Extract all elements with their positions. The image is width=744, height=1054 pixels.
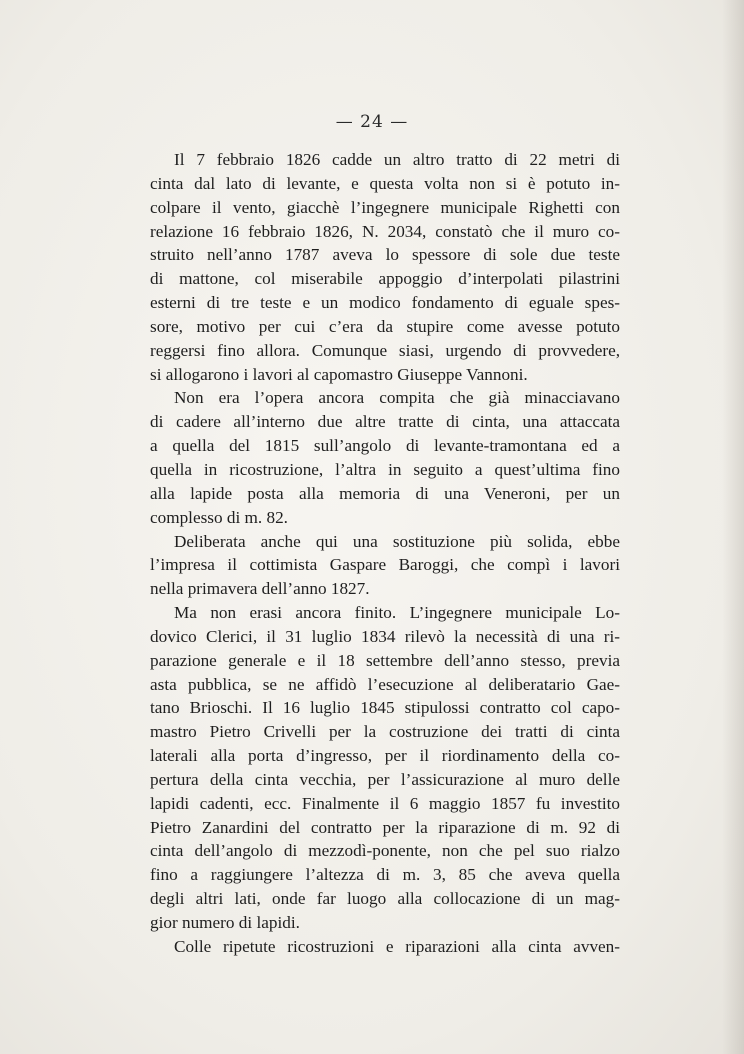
text-line: esterni di tre teste e un modico fondamento di eguale spes-	[150, 293, 620, 313]
text-line: degli altri lati, onde far luogo alla collocazione di un mag-	[150, 889, 620, 909]
text-line: di mattone, col miserabile appoggio d’interpolati pilastrini	[150, 269, 620, 289]
text-line: laterali alla porta d’ingresso, per il riordinamento della co-	[150, 746, 620, 766]
text-line: dovico Clerici, il 31 luglio 1834 rilevò la necessità di una ri-	[150, 626, 620, 646]
text-line: cinta dal lato di levante, e questa volta non si è potuto in-	[150, 173, 620, 193]
text-line: di cadere all’interno due altre tratte di cinta, una attaccata	[150, 412, 620, 432]
body-text	[150, 148, 620, 959]
page-number: — 24 —	[335, 112, 409, 132]
paragraph-2	[150, 386, 620, 529]
text-line: si allogarono i lavori al capomastro Giuseppe Vannoni.	[150, 364, 528, 384]
text-line: Deliberata anche qui una sostituzione più solida, ebbe	[174, 531, 620, 551]
paragraph-5	[150, 935, 620, 959]
text-line: colpare il vento, giacchè l’ingegnere municipale Righetti con	[150, 197, 620, 217]
text-line: gior numero di lapidi.	[150, 913, 300, 932]
text-line: relazione 16 febbraio 1826, N. 2034, constatò che il muro co-	[150, 221, 620, 241]
text-line: parazione generale e il 18 settembre dell’anno stesso, previa	[150, 650, 620, 670]
text-line: cinta dell’angolo di mezzodì-ponente, non che pel suo rialzo	[150, 841, 620, 861]
text-line: quella in ricostruzione, l’altra in seguito a quest’ultima fino	[150, 459, 620, 479]
text-line: alla lapide posta alla memoria di una Veneroni, per un	[150, 483, 620, 503]
text-line: a quella del 1815 sull’angolo di levante-tramontana ed a	[150, 436, 620, 456]
paragraph-4	[150, 601, 620, 935]
text-line: tano Brioschi. Il 16 luglio 1845 stipulossi contratto col capo-	[150, 698, 620, 718]
text-line: Colle ripetute ricostruzioni e riparazioni alla cinta avven-	[174, 936, 620, 956]
text-line: lapidi cadenti, ecc. Finalmente il 6 maggio 1857 fu investito	[150, 793, 620, 813]
text-line: Ma non erasi ancora finito. L’ingegnere municipale Lo-	[174, 603, 620, 623]
text-line: mastro Pietro Crivelli per la costruzione dei tratti di cinta	[150, 722, 620, 742]
text-line: Il 7 febbraio 1826 cadde un altro tratto di 22 metri di	[174, 150, 620, 169]
text-line: asta pubblica, se ne affidò l’esecuzione al deliberatario Gae-	[150, 674, 620, 694]
text-line: Pietro Zanardini del contratto per la riparazione di m. 92 di	[150, 817, 620, 837]
paragraph-3	[150, 530, 620, 602]
text-line: nella primavera dell’anno 1827.	[150, 579, 370, 599]
text-line: struito nell’anno 1787 aveva lo spessore di sole due teste	[150, 245, 620, 265]
text-line: Non era l’opera ancora compita che già minacciavano	[174, 388, 620, 408]
text-line: l’impresa il cottimista Gaspare Baroggi, che compì i lavori	[150, 555, 620, 575]
text-line: complesso di m. 82.	[150, 507, 288, 527]
text-line: fino a raggiungere l’altezza di m. 3, 85 che aveva quella	[150, 865, 620, 885]
text-line: pertura della cinta vecchia, per l’assicurazione al muro delle	[150, 769, 620, 789]
paragraph-1	[150, 148, 620, 386]
text-line: reggersi fino allora. Comunque siasi, urgendo di provvedere,	[150, 340, 620, 360]
page-edge-shadow	[722, 0, 744, 1054]
text-line: sore, motivo per cui c’era da stupire come avesse potuto	[150, 316, 620, 336]
